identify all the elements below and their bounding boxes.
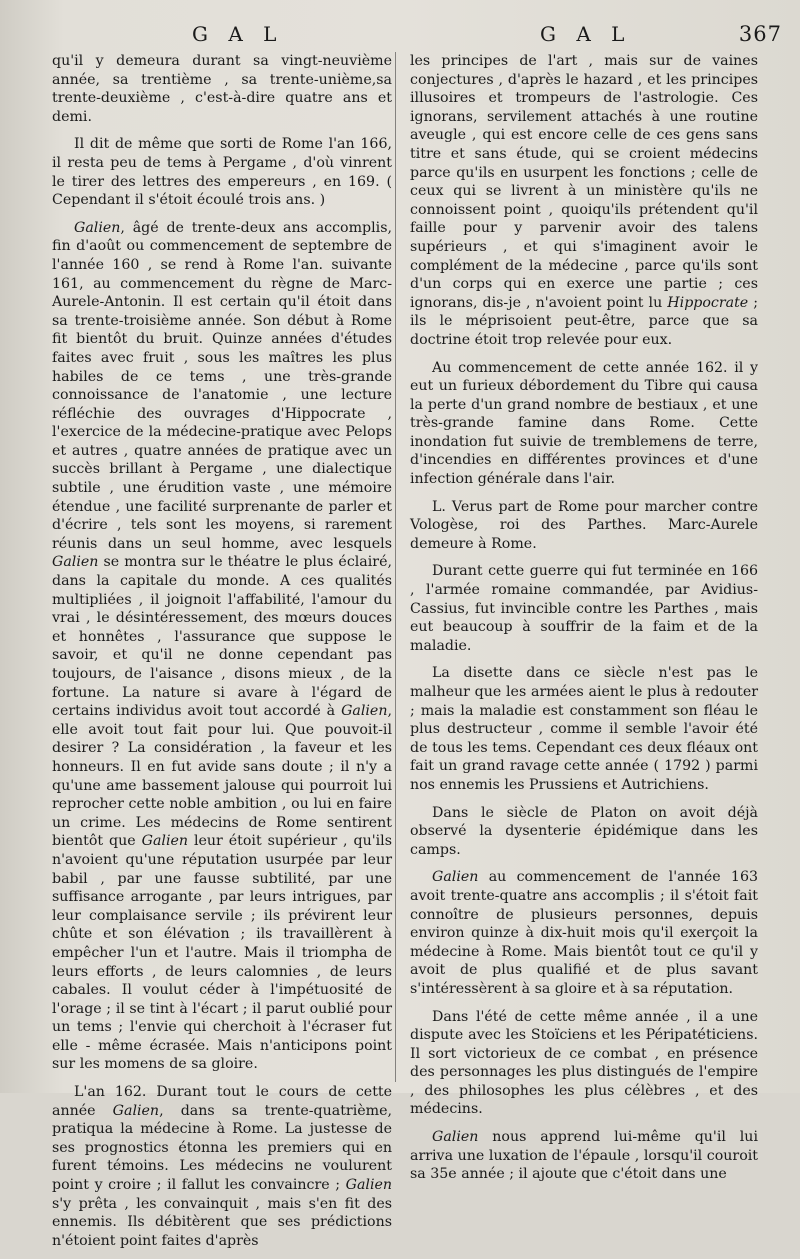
paragraph: L. Verus part de Rome pour marcher contre Vologèse, roi des Parthes. Marc-Aurele demeure à Rome. xyxy=(410,498,758,552)
paragraph: L'an 162. Durant tout le cours de cette année Galien, dans sa trente-quatrième, pratiqua la médecine à Rome. La justesse de ses prognostics étonna les premiers qui en furent témoins. Les médecins ne voulurent point y croire ; il fallut les convaincre ; Galien s'y prêta , les convainquit , mais s'en fit des ennemis. Ils débitèrent que ses prédictions n'étoient point faites d'après xyxy=(52,1084,393,1249)
paragraph: Il dit de même que sorti de Rome l'an 166, il resta peu de tems à Pergame , d'où vinrent le tirer des lettres des empereurs , en 169. ( Cependant il s'étoit écoulé trois ans. ) xyxy=(52,136,392,209)
right-column xyxy=(410,52,758,1193)
running-header xyxy=(52,22,786,52)
name-galien: Galien xyxy=(345,1177,393,1194)
right-running-head: G A L xyxy=(540,22,632,46)
name-galien: Galien xyxy=(52,554,99,571)
page-number: 367 xyxy=(738,22,782,46)
paragraph: Galien au commencement de l'année 163 avoit trente-quatre ans accomplis ; il s'étoit fait connoître de plusieurs personnes, depuis environ quinze à dix-huit mois qu'il exerçoit la médecine à Rome. Mais bientôt tout ce qu'il y avoit de plus qualifié et de plus savant s'intéressèrent à sa gloire et à sa réputation. xyxy=(410,869,758,997)
paragraph: Durant cette guerre qui fut terminée en 166 , l'armée romaine commandée, par Avidius-Cassius, fut invincible contre les Parthes , mais eut beaucoup à souffrir de la faim et de la maladie. xyxy=(410,563,758,654)
paragraph: Au commencement de cette année 162. il y eut un furieux débordement du Tibre qui causa la perte d'un grand nombre de bestiaux , et une très-grande famine dans Rome. Cette inondation fut suivie de tremblemens de terre, d'incendies en différentes provinces et d'une infection générale dans l'air. xyxy=(410,359,758,488)
paragraph: Galien nous apprend lui-même qu'il lui arriva une luxation de l'épaule , lorsqu'il couroit sa 35e année ; il ajoute que c'étoit dans une xyxy=(410,1129,758,1183)
left-column xyxy=(52,52,392,1259)
name-galien: Galien xyxy=(341,703,388,720)
name-hippocrate: Hippocrate xyxy=(667,294,749,311)
paragraph: Galien, âgé de trente-deux ans accomplis, fin d'août ou commencement de septembre de l'année 160 , se rend à Rome l'an. suivante 161, au commencement du règne de Marc-Aurele-Antonin. Il est certain qu'il étoit dans sa trente-troisième année. Son début à Rome fit bientôt du bruit. Quinze années d'études faites avec fruit , sous les maîtres les plus habiles de ce tems , une très-grande connoissance de l'anatomie , une lecture réfléchie des ouvrages d'Hippocrate , l'exercice de la médecine-pratique avec Pelops et autres , quatre années de pratique avec un succès brillant à Pergame , une dialectique subtile , une érudition vaste , une mémoire étendue , une facilité surprenante de parler et d'écrire , tels sont les moyens, si rarement réunis dans un seul homme, avec lesquels Galien se montra sur le théatre le plus éclairé, dans la capitale du monde. A ces qualités multipliées , il joignoit l'affabilité, l'amour du vrai , le désintéressement, des mœurs douces et honnêtes , l'assurance que suppose le savoir, et qu'il ne donne cependant pas toujours, de l'aisance , disons mieux , de la fortune. La nature si avare à l'égard de certains individus avoit tout accordé à Galien, elle avoit tout fait pour lui. Que pouvoit-il desirer ? La considération , la faveur et les honneurs. Il en fut avide sans doute ; il n'y a qu'une ame bassement jalouse qui pourroit lui reprocher cette noble ambition , ou lui en faire un crime. Les médecins de Rome sentirent bientôt que Galien leur étoit supérieur , qu'ils n'avoient qu'une réputation usurpée par leur babil , par une fausse subtilité, par une suffisance arrogante , par leurs intrigues, par leur complaisance servile ; ils prévirent leur chûte et son élévation ; ils travaillèrent à empêcher l'un et l'autre. Mais il triompha de leurs efforts , de leurs calomnies , de leurs cabales. Il voulut céder à l'impétuosité de l'orage ; il se tint à l'écart ; il parut oublié pour un tems ; l'envie qui cherchoit à l'écraser fut elle - même écrasée. Mais n'anticipons point sur les momens de sa gloire. xyxy=(52,219,392,1073)
name-galien: Galien xyxy=(74,219,121,236)
name-galien: Galien xyxy=(141,833,189,850)
paragraph: Dans l'été de cette même année , il a une dispute avec les Stoïciens et les Péripatéticiens. Il sort victorieux de ce combat , en présence des personnages les plus distingués de l'empire , des philosophes les plus célèbres , et des médecins. xyxy=(410,1008,758,1118)
name-galien: Galien xyxy=(432,1129,479,1146)
paragraph: qu'il y demeura durant sa vingt-neuvième année, sa trentième , sa trente-unième,sa trente-deuxième , c'est-à-dire quatre ans et demi. xyxy=(52,53,392,125)
left-running-head: G A L xyxy=(192,22,284,46)
paragraph: La disette dans ce siècle n'est pas le malheur que les armées aient le plus à redouter ; mais la maladie est constamment son fléau le plus destructeur , comme il semble l'avoir été de tous les tems. Cependant ces deux fléaux ont fait un grand ravage cette année ( 1792 ) parmi nos ennemis les Prussiens et Autrichiens. xyxy=(410,665,758,793)
paragraph: Dans le siècle de Platon on avoit déjà observé la dysenterie épidémique dans les camps. xyxy=(410,804,758,858)
name-galien: Galien xyxy=(432,869,479,886)
name-galien: Galien xyxy=(112,1102,160,1119)
paragraph: les principes de l'art , mais sur de vaines conjectures , d'après le hazard , et les principes illusoires et trompeurs de l'astrologie. Ces ignorans, servilement attachés à une routine aveugle , qui est encore celle de ces gens sans titre et sans étude, qui se croient médecins parce qu'ils en usurpent les fonctions ; celle de ceux qui se livrent à un ministère qu'ils ne connoissent point , quoiqu'ils prétendent qu'il faille pour y parvenir avoir des talens supérieurs , et qui s'imaginent avoir le complément de la médecine , parce qu'ils sont d'un corps qui en exerce une partie ; ces ignorans, dis-je , n'avoient point lu Hippocrate ; ils le méprisoient peut-être, parce que sa doctrine étoit trop relevée pour eux. xyxy=(410,53,759,348)
column-divider xyxy=(395,52,396,1082)
